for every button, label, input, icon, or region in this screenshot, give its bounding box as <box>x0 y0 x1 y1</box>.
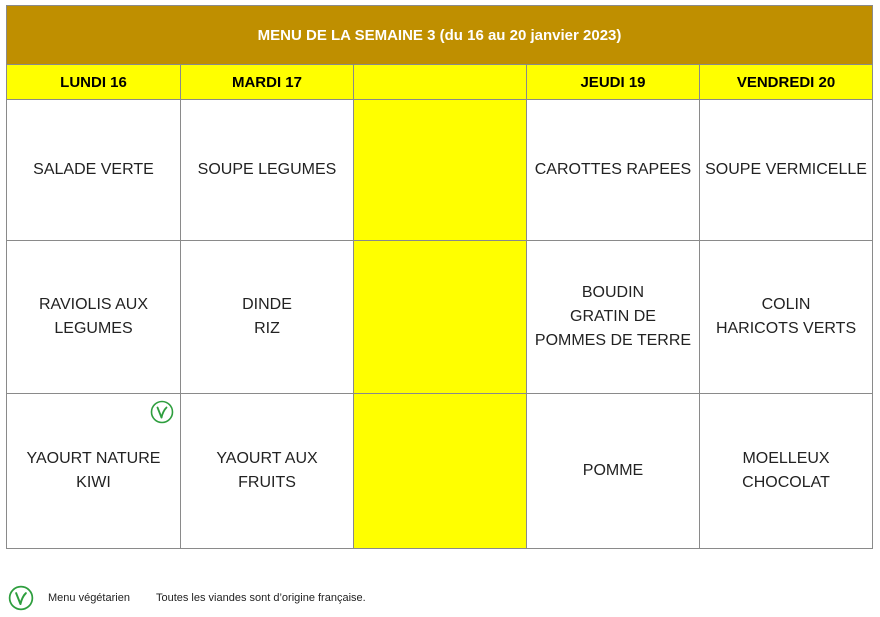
dish-line: MOELLEUX <box>742 450 830 467</box>
dish-line: BOUDIN <box>581 284 645 301</box>
closed-day-cell <box>354 100 527 241</box>
dish-line: SOUPE VERMICELLE <box>705 161 867 178</box>
day-header-tuesday: MARDI 17 <box>181 65 354 100</box>
day-header-wednesday <box>354 65 527 100</box>
day-header-monday: LUNDI 16 <box>7 65 181 100</box>
day-header-thursday: JEUDI 19 <box>527 65 700 100</box>
dish-line: LEGUMES <box>54 320 133 337</box>
dish-line: YAOURT AUX <box>216 450 318 467</box>
title-row <box>7 6 873 65</box>
dish-line: RAVIOLIS AUX <box>38 296 149 313</box>
menu-title: MENU DE LA SEMAINE 3 (du 16 au 20 janvier 2023) <box>7 6 873 65</box>
dish-cell-thursday <box>527 241 700 394</box>
dish-cell-friday <box>700 100 873 241</box>
closed-day-cell <box>354 241 527 394</box>
dish-line: YAOURT NATURE <box>26 450 161 467</box>
dish-cell-thursday <box>527 394 700 549</box>
vegetarian-legend-label: Menu végétarien <box>48 592 130 604</box>
dish-line: COLIN <box>761 296 811 313</box>
dish-line: CAROTTES RAPEES <box>534 161 692 178</box>
dish-line: RIZ <box>254 320 280 337</box>
dessert-row <box>7 394 873 549</box>
dish-line: CHOCOLAT <box>742 474 830 491</box>
dish-line: DINDE <box>242 296 292 313</box>
dish-line: POMMES DE TERRE <box>534 332 692 349</box>
dish-cell-thursday <box>527 100 700 241</box>
dish-cell-monday <box>7 394 181 549</box>
dish-line: GRATIN DE <box>570 308 656 325</box>
closed-day-cell <box>354 394 527 549</box>
vegetarian-icon <box>150 400 174 424</box>
footer-legend <box>8 585 366 611</box>
dish-cell-monday <box>7 241 181 394</box>
weekly-menu-table <box>6 5 873 549</box>
day-header-friday: VENDREDI 20 <box>700 65 873 100</box>
vegetarian-icon <box>8 585 34 611</box>
dish-cell-tuesday <box>181 394 354 549</box>
meat-origin-note: Toutes les viandes sont d’origine française. <box>155 592 366 604</box>
main-course-row <box>7 241 873 394</box>
dish-line: SOUPE LEGUMES <box>197 161 337 178</box>
day-header-row <box>7 65 873 100</box>
dish-line: SALADE VERTE <box>33 161 154 178</box>
dish-line: POMME <box>582 462 644 479</box>
dish-line: HARICOTS VERTS <box>715 320 857 337</box>
dish-cell-tuesday <box>181 100 354 241</box>
dish-cell-monday <box>7 100 181 241</box>
dish-cell-friday <box>700 394 873 549</box>
dish-line: FRUITS <box>238 474 296 491</box>
dish-cell-friday <box>700 241 873 394</box>
starter-row <box>7 100 873 241</box>
dish-cell-tuesday <box>181 241 354 394</box>
dish-line: KIWI <box>76 474 111 491</box>
